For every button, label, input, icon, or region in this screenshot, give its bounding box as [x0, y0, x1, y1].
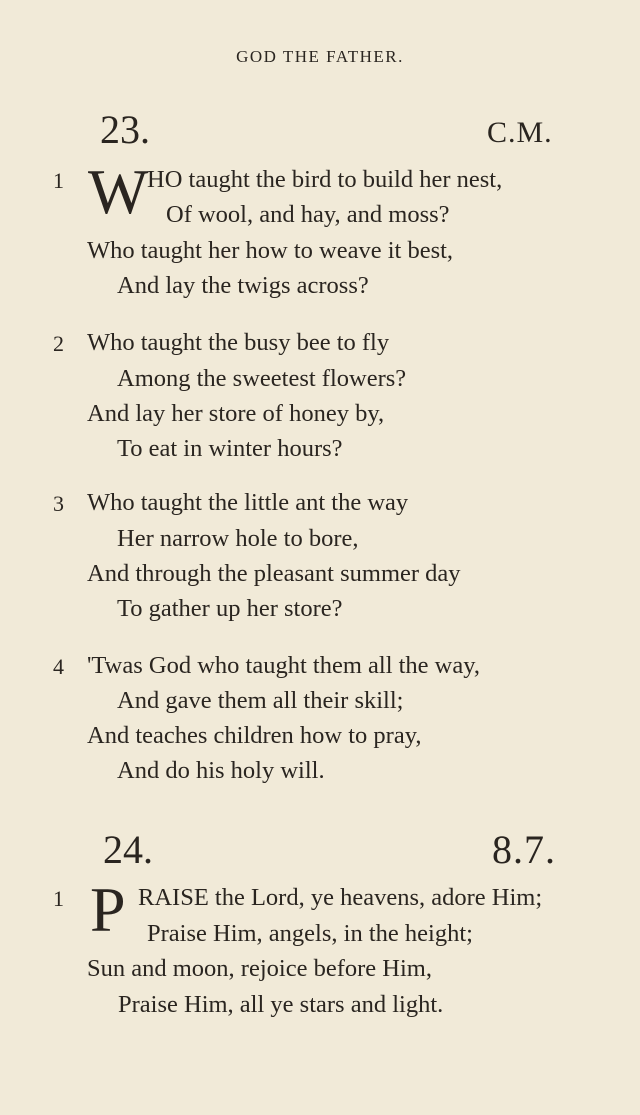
- verse-line: RAISE the Lord, ye heavens, adore Him;: [138, 884, 543, 911]
- verse-line: Who taught her how to weave it best,: [87, 237, 454, 264]
- stanza-number: 1: [53, 168, 64, 193]
- hymn-number: 23.: [100, 107, 150, 152]
- verse-line: Her narrow hole to bore,: [117, 525, 359, 552]
- verse-line: And do his holy will.: [117, 757, 325, 784]
- drop-cap: P: [90, 874, 126, 945]
- verse-line: Who taught the little ant the way: [87, 489, 409, 516]
- hymn-meter: 8.7.: [492, 827, 556, 872]
- stanza-number: 2: [53, 331, 64, 356]
- verse-line: Among the sweetest flowers?: [117, 365, 407, 392]
- stanza-number: 3: [53, 491, 64, 516]
- verse-line: And lay the twigs across?: [117, 272, 369, 299]
- verse-line: Sun and moon, rejoice before Him,: [87, 955, 432, 982]
- verse-line: And gave them all their skill;: [117, 687, 404, 714]
- verse-line: And lay her store of honey by,: [87, 400, 385, 427]
- hymn-number: 24.: [103, 827, 153, 872]
- drop-cap: W: [88, 156, 149, 227]
- verse-line: And through the pleasant summer day: [87, 560, 461, 587]
- verse-line: To gather up her store?: [117, 595, 343, 622]
- running-title: GOD THE FATHER.: [236, 47, 404, 66]
- verse-line: Of wool, and hay, and moss?: [166, 201, 450, 228]
- verse-line: Who taught the busy bee to fly: [87, 329, 390, 356]
- verse-line: 'Twas God who taught them all the way,: [87, 652, 481, 679]
- verse-line: To eat in winter hours?: [117, 435, 343, 462]
- stanza-number: 4: [53, 654, 64, 679]
- verse-line: HO taught the bird to build her nest,: [147, 166, 503, 193]
- verse-line: And teaches children how to pray,: [87, 722, 422, 749]
- stanza-number: 1: [53, 886, 64, 911]
- hymn-meter: C.M.: [487, 116, 553, 149]
- verse-line: Praise Him, angels, in the height;: [147, 920, 473, 947]
- verse-line: Praise Him, all ye stars and light.: [118, 991, 444, 1018]
